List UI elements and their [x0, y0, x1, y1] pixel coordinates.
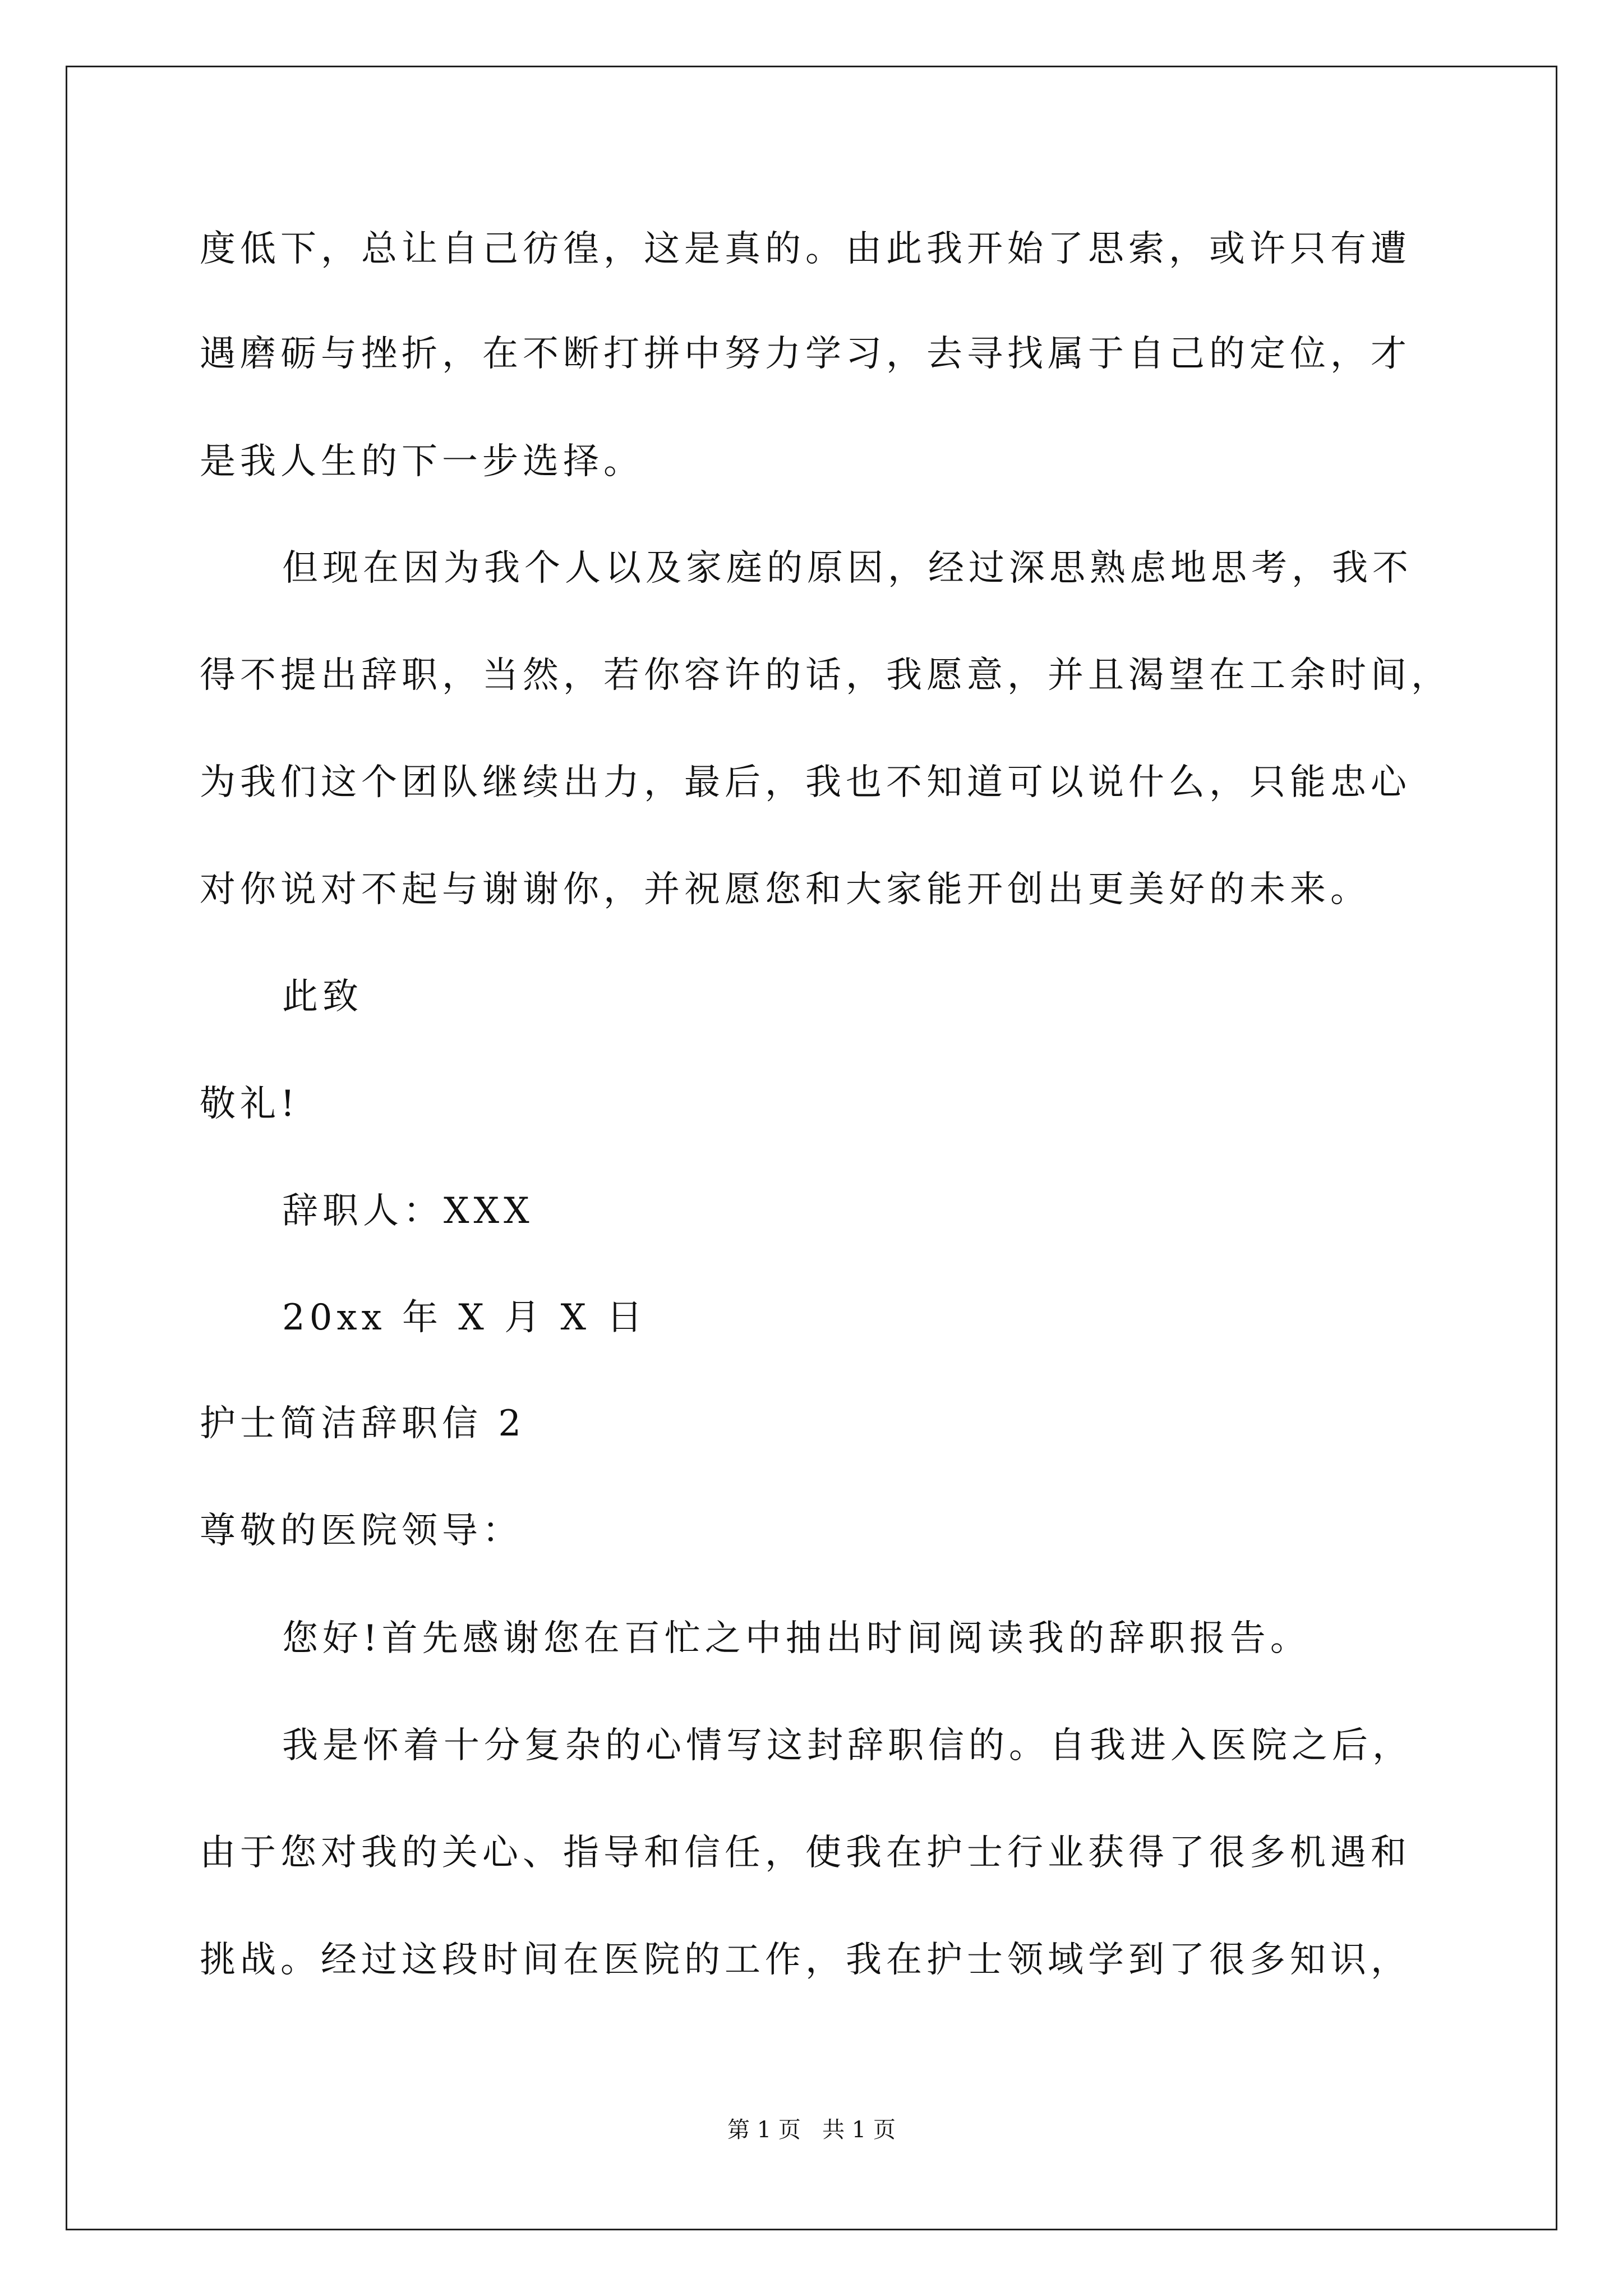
body-line: 度低下，总让自己彷徨，这是真的。由此我开始了思索，或许只有遭 — [200, 228, 1411, 270]
body-line: 为我们这个团队继续出力，最后，我也不知道可以说什么，只能忠心 — [200, 762, 1411, 803]
body-line: 挑战。经过这段时间在医院的工作，我在护士领域学到了很多知识， — [200, 1939, 1411, 1981]
section-title: 护士简洁辞职信 2 — [200, 1403, 526, 1444]
date-line: 20xx 年 X 月 X 日 — [282, 1297, 647, 1338]
body-line: 遇磨砺与挫折，在不断打拼中努力学习，去寻找属于自己的定位，才 — [200, 333, 1411, 375]
body-line: 对你说对不起与谢谢你，并祝愿您和大家能开创出更美好的未来。 — [200, 869, 1371, 910]
page-border — [66, 66, 1557, 2230]
body-line: 是我人生的下一步选择。 — [200, 441, 644, 482]
greeting-line: 尊敬的医院领导： — [200, 1510, 523, 1552]
closing-regards: 敬礼! — [200, 1083, 299, 1125]
paragraph-start-line: 但现在因为我个人以及家庭的原因，经过深思熟虑地思考，我不 — [282, 547, 1413, 589]
body-line: 由于您对我的关心、指导和信任，使我在护士行业获得了很多机遇和 — [200, 1832, 1411, 1874]
signature-line: 辞职人：XXX — [282, 1190, 534, 1232]
paragraph-start-line: 我是怀着十分复杂的心情写这封辞职信的。自我进入医院之后， — [282, 1725, 1413, 1766]
paragraph-start-line: 您好!首先感谢您在百忙之中抽出时间阅读我的辞职报告。 — [282, 1618, 1311, 1659]
page-number-footer: 第 1 页 共 1 页 — [727, 2117, 896, 2143]
closing-salutation: 此致 — [282, 976, 363, 1018]
body-line: 得不提出辞职，当然，若你容许的话，我愿意，并且渴望在工余时间， — [200, 655, 1451, 696]
